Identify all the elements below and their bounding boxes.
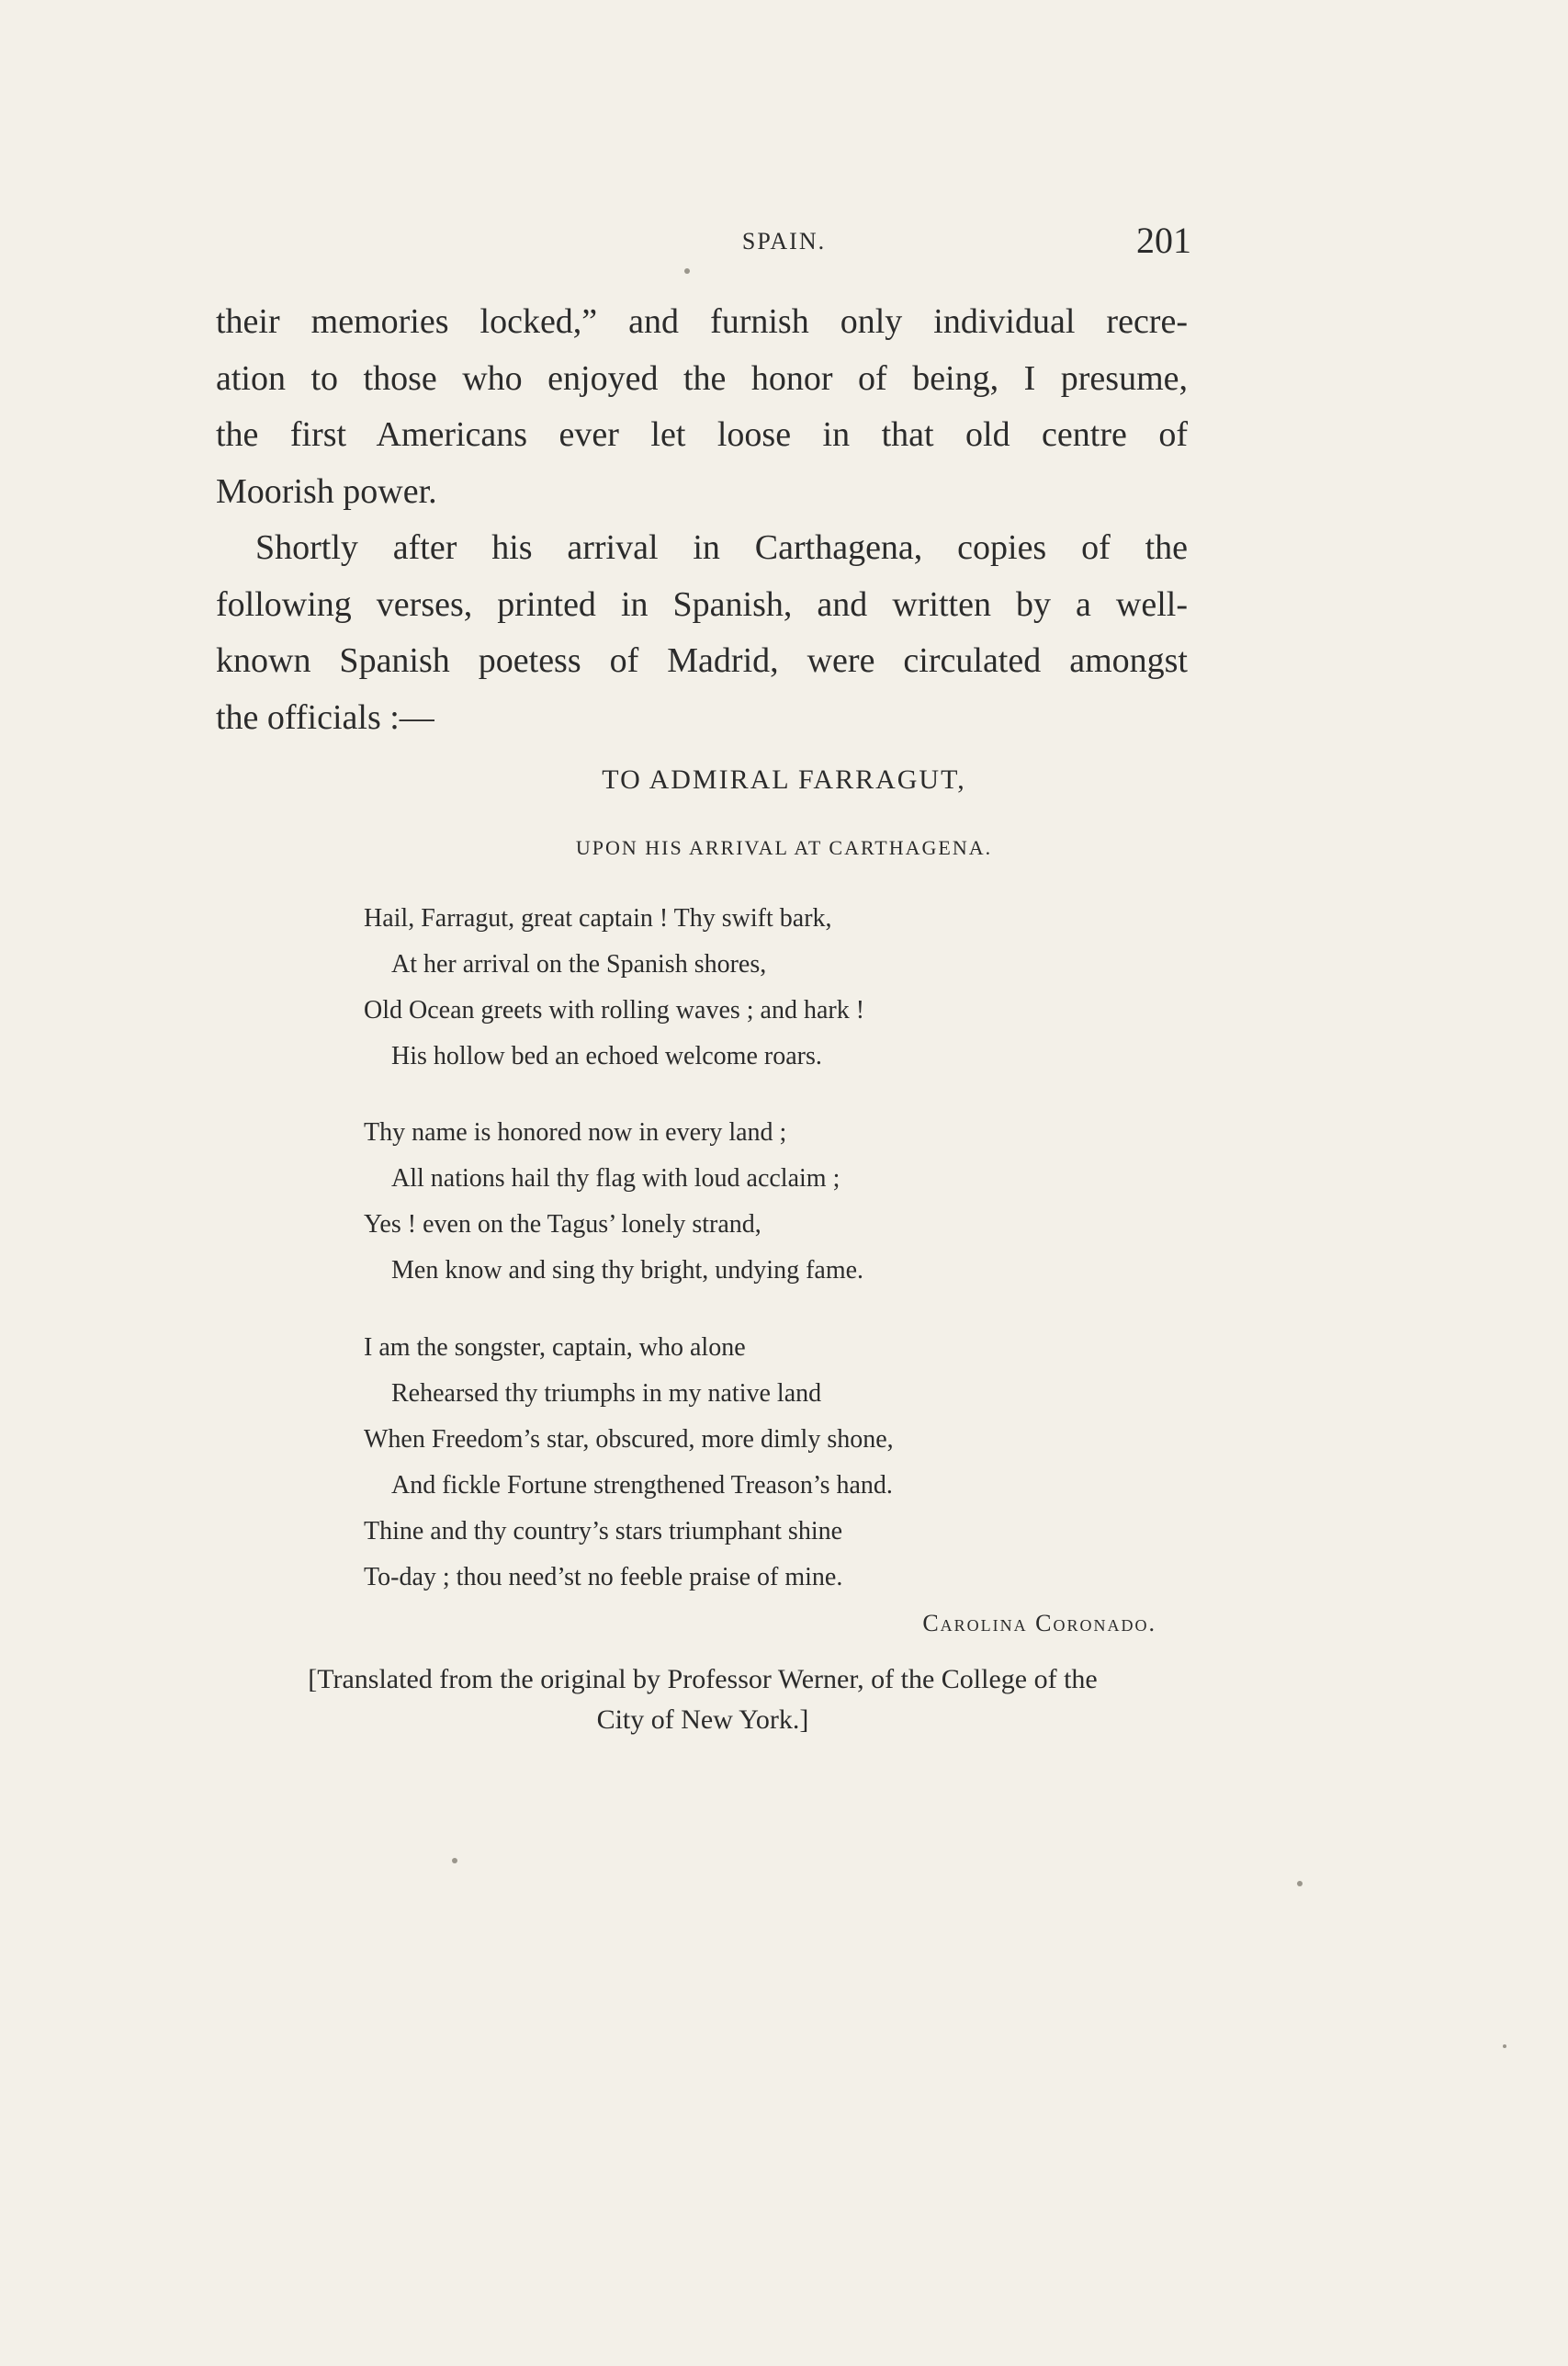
text-line: the first Americans ever let loose in that old centre of (216, 415, 1188, 454)
running-head-title: SPAIN. (741, 228, 827, 255)
paragraph-1 (216, 294, 1188, 520)
verse-line: When Freedom’s star, obscured, more dimly shone, (364, 1425, 894, 1454)
verse-line: Thine and thy country’s stars triumphant shine (364, 1517, 843, 1545)
text-line: ation to those who enjoyed the honor of being, I presume, (216, 358, 1188, 398)
verse-line: Men know and sing thy bright, undying fame. (391, 1256, 864, 1285)
verse-line: To-day ; thou need’st no feeble praise of mine. (364, 1563, 843, 1591)
translation-note (216, 1659, 1190, 1740)
verse-line: Hail, Farragut, great captain ! Thy swift bark, (364, 904, 832, 933)
poem-stanza-1 (364, 896, 864, 1080)
verse-line: Old Ocean greets with rolling waves ; and hark ! (364, 996, 865, 1025)
paper-speck (1503, 2044, 1506, 2048)
text-line: the officials :— (216, 697, 434, 737)
verse-line: I am the songster, captain, who alone (364, 1333, 746, 1362)
text-line: their memories locked,” and furnish only individual recre- (216, 302, 1188, 341)
poem-subtitle: UPON HIS ARRIVAL AT CARTHAGENA. (575, 836, 993, 859)
poem-stanza-3 (364, 1325, 894, 1601)
poem-stanza-2 (364, 1110, 863, 1294)
body-text (216, 294, 1188, 746)
paper-speck (684, 268, 690, 274)
page-number: 201 (1136, 220, 1191, 261)
verse-line: Thy name is honored now in every land ; (364, 1118, 787, 1147)
translation-line: City of New York.] (596, 1704, 809, 1735)
poem-title: TO ADMIRAL FARRAGUT, (602, 764, 966, 795)
text-line: following verses, printed in Spanish, and written by a well- (216, 584, 1188, 624)
text-line: known Spanish poetess of Madrid, were circulated amongst (216, 641, 1188, 680)
translation-line: [Translated from the original by Professor Werner, of the College of the (308, 1664, 1098, 1694)
text-line: Shortly after his arrival in Carthagena, copies of the (255, 528, 1188, 567)
paper-speck (452, 1858, 457, 1863)
verse-line: Rehearsed thy triumphs in my native land (391, 1379, 822, 1408)
verse-line: Yes ! even on the Tagus’ lonely strand, (364, 1210, 761, 1239)
paragraph-2 (216, 520, 1188, 746)
text-line: Moorish power. (216, 471, 437, 511)
verse-line: At her arrival on the Spanish shores, (391, 950, 767, 979)
poem-author: Carolina Coronado. (922, 1610, 1156, 1636)
verse-line: And fickle Fortune strengthened Treason’s hand. (391, 1471, 893, 1500)
verse-line: All nations hail thy flag with loud acclaim ; (391, 1164, 840, 1193)
verse-line: His hollow bed an echoed welcome roars. (391, 1042, 822, 1070)
paper-speck (1297, 1881, 1303, 1886)
